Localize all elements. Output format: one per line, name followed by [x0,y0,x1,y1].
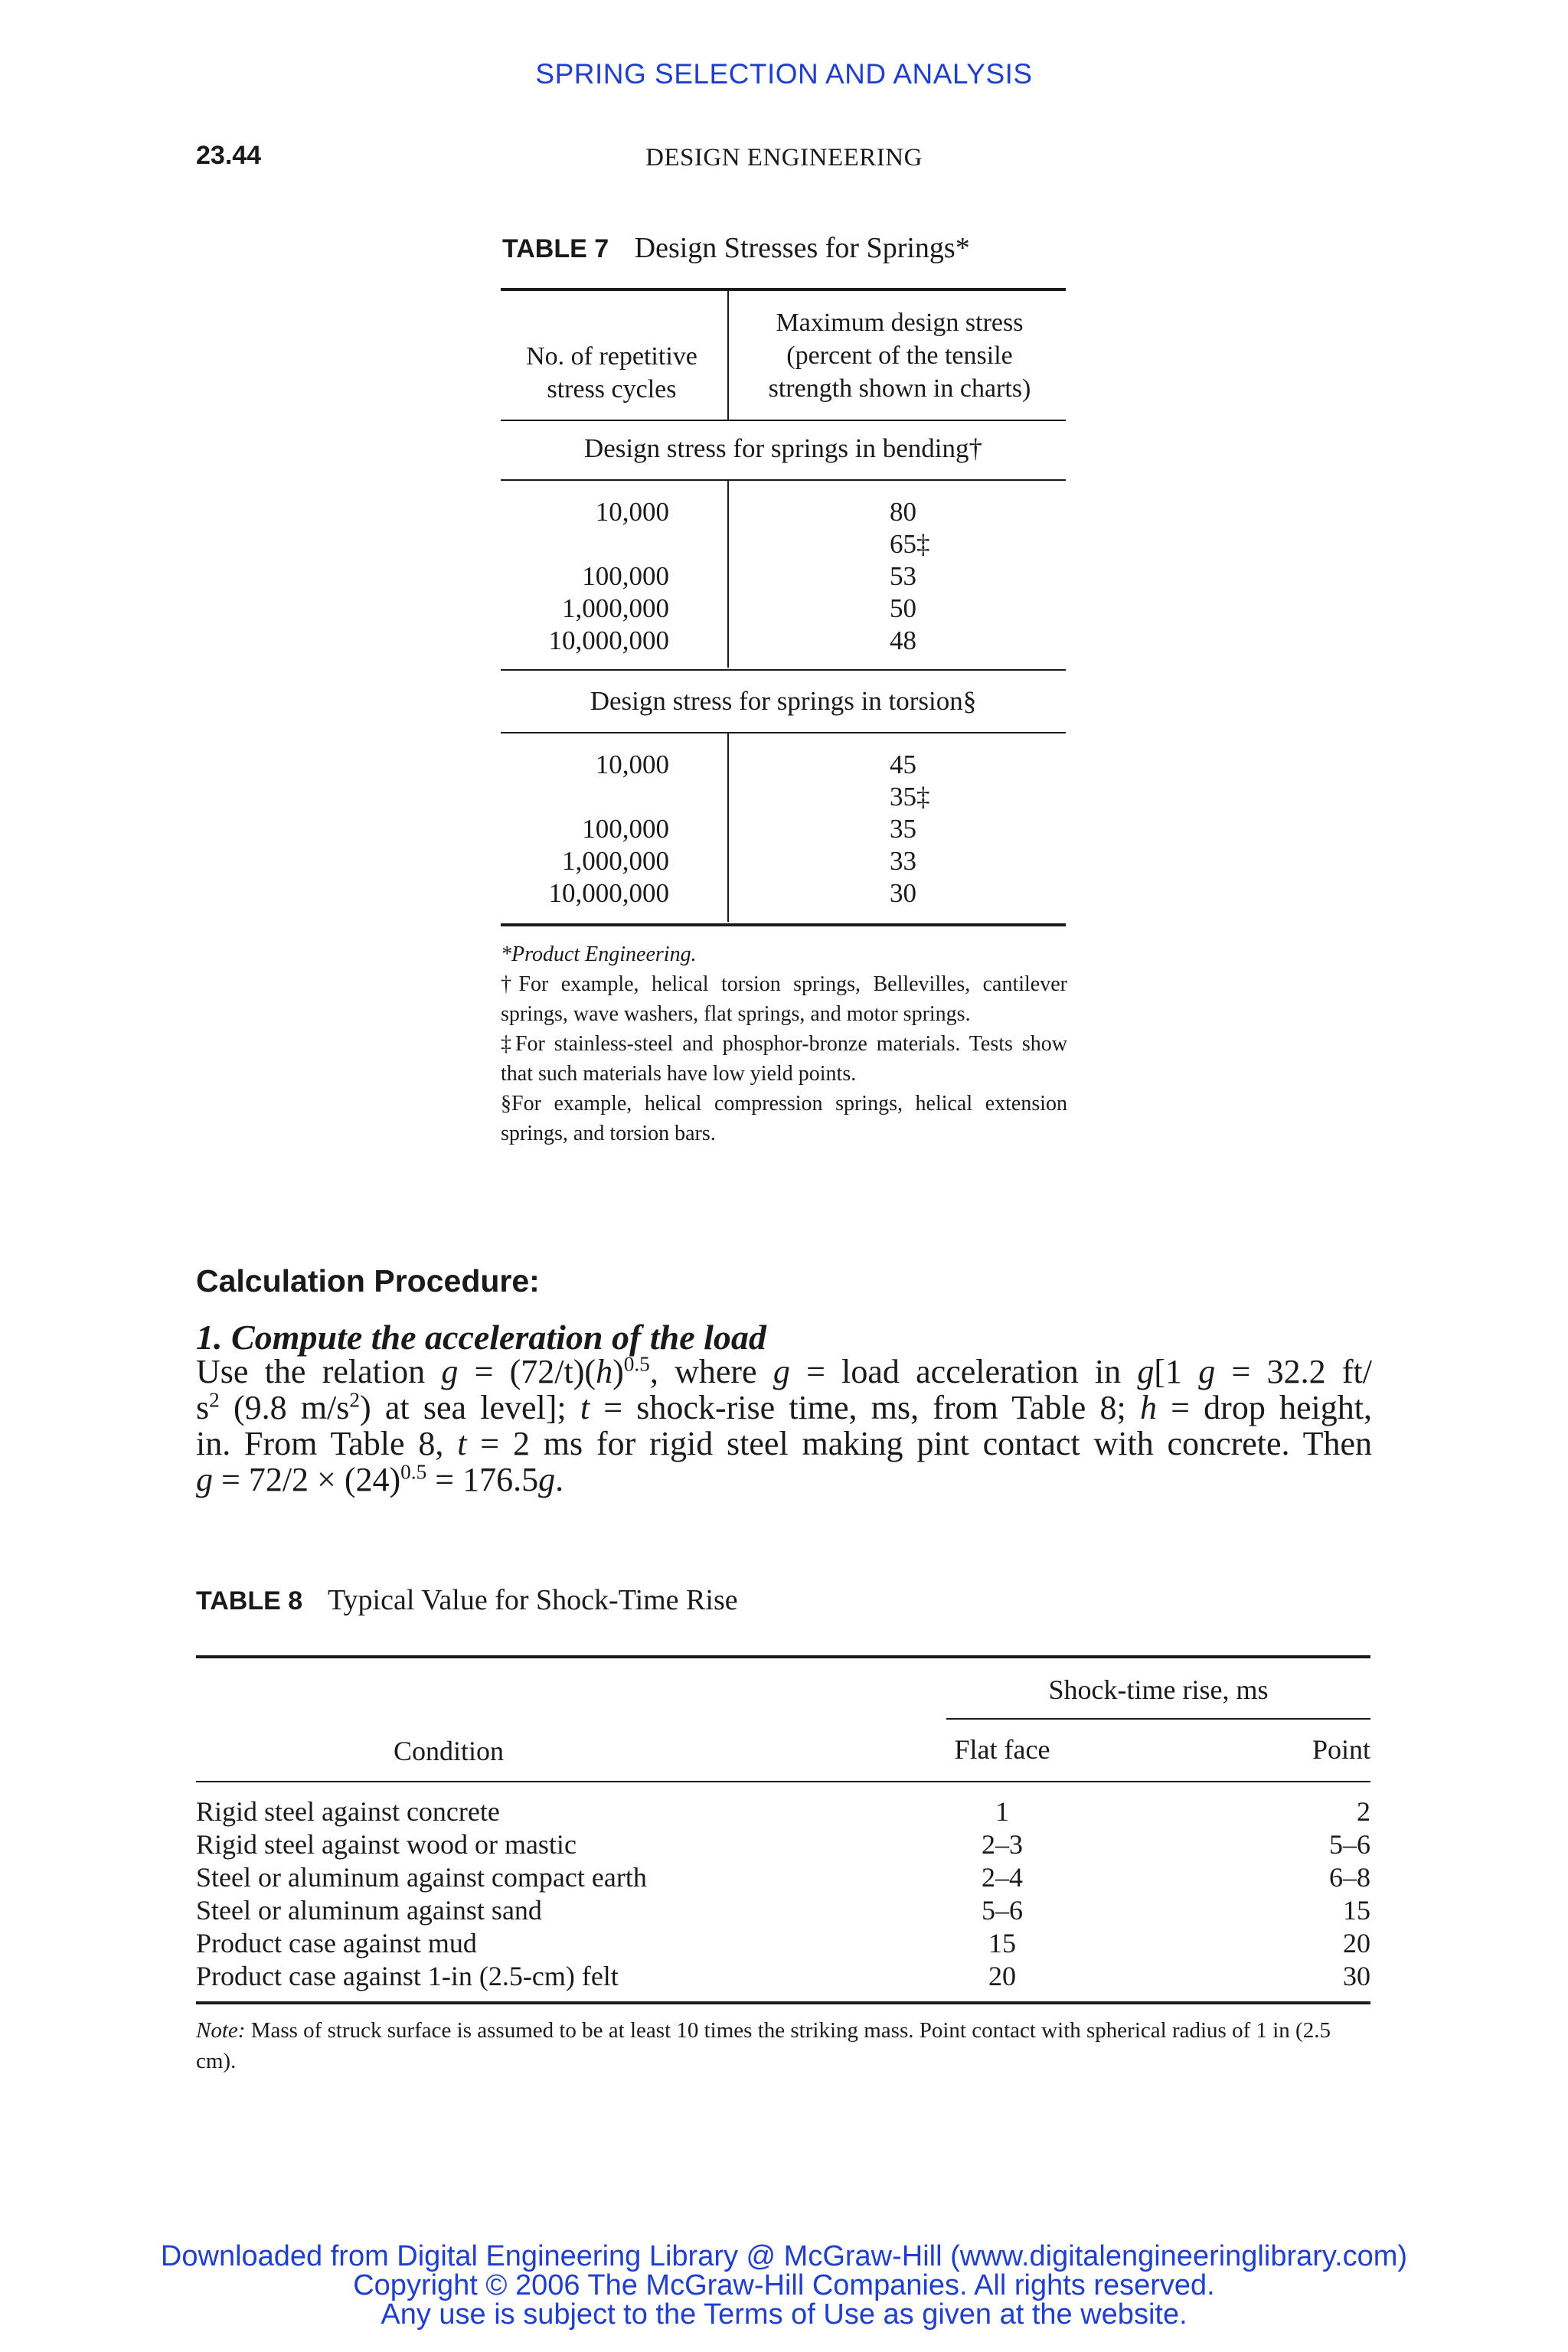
table7-bending-cycles [501,496,669,657]
table7-col1-header [501,340,723,406]
table8-header-rule [196,1781,1370,1782]
table8-group-header: Shock-time rise, ms [1048,1674,1269,1705]
table-cell: 35‡ [890,782,930,812]
footer-copyright-line: Copyright © 2006 The McGraw-Hill Companies. All rights reserved. [353,2269,1215,2301]
table-cell: 10,000 [595,497,669,527]
step-1-line: Use the relation $g = (72/t)(h)^{0.5}$, where g = load acceleration in g[1 g = 32.2 ft/ [196,1352,1372,1390]
table8-col-condition: Condition [393,1736,505,1766]
table-cell [501,528,669,560]
table7-torsion-stress [890,749,982,910]
table-row: Rigid steel against concrete [196,1796,500,1827]
table-cell: 35 [890,814,916,844]
table8-caption [196,1583,738,1617]
footnote-double-dagger: ‡For stainless-steel and phosphor-bronze materials. Tests show that such materials have low yield points. [501,1032,1067,1086]
footnote-dagger: †For example, helical torsion springs, Bellevilles, cantilever springs, wave washers, flat springs, and motor springs. [501,972,1067,1026]
table7-col1-header-line: No. of repetitive [526,342,697,371]
footer-link-line[interactable]: Downloaded from Digital Engineering Library @ McGraw-Hill (www.digitalengineeringlibrary.com) [160,2240,1408,2272]
table7-bending-title: Design stress for springs in bending† [583,433,983,463]
table7-col2-header-line: Maximum design stress [776,309,1024,337]
table8-point-values [1248,1795,1370,1993]
table-cell: 33 [890,846,916,876]
table7-rule [501,420,1066,421]
table-row: Product case against 1-in (2.5-cm) felt [196,1961,619,1991]
table8-bottom-rule [196,2001,1370,2004]
table-cell: 100,000 [582,561,669,591]
table7-column-divider [727,733,729,922]
step-1-line: $s^2$ (9.8 $m/s^2$) at sea level]; t = shock-rise time, ms, from Table 8; h = drop height, [196,1388,1373,1426]
table-cell: 10,000 [595,750,669,779]
table-row: Steel or aluminum against sand [196,1895,542,1926]
table-cell: 1,000,000 [562,593,669,623]
table8-note-label: Note: [196,2018,246,2043]
table8-note-text: Mass of struck surface is assumed to be at least 10 times the striking mass. Point contact with spherical radius of 1 in (2.5 cm). [196,2018,1331,2073]
table-cell: 30 [890,878,916,908]
table-cell: 2–3 [982,1829,1023,1860]
table-cell: 6–8 [1329,1862,1370,1893]
calculation-heading: Calculation Procedure: [196,1263,540,1298]
step-1-body [196,1354,1372,1498]
table7-caption [502,231,970,265]
footer-terms-line: Any use is subject to the Terms of Use as given at the website. [381,2298,1187,2331]
table7-bending-stress [890,496,982,657]
download-footer [0,2242,1568,2329]
step-1-line: in. From Table 8, t = 2 ms for rigid steel making pint contact with concrete. Then [196,1425,1372,1462]
table-cell [501,781,669,813]
table7-col1-header-line: stress cycles [547,375,677,403]
page-number: 23.44 [196,141,262,170]
table-cell: 80 [890,497,916,527]
step-1-title: 1. Compute the acceleration of the load [196,1318,766,1357]
section-header: DESIGN ENGINEERING [645,144,923,172]
table-row: Product case against mud [196,1928,477,1958]
table-cell: 50 [890,593,916,623]
table7-footnotes [501,939,1067,1148]
table8-col-flat: Flat face [954,1734,1050,1765]
table-cell: 15 [1343,1895,1370,1926]
running-header: SPRING SELECTION AND ANALYSIS [535,58,1033,90]
table7-torsion-cycles [501,749,669,910]
table-cell: 53 [890,561,916,591]
table-cell: 5–6 [1329,1829,1370,1860]
step-1-line: $g = 72/2 \times (24)^{0.5} = 176.5g$. [196,1460,564,1498]
table-cell: 30 [1343,1961,1370,1991]
table-cell: 48 [890,626,916,655]
table8-conditions [196,1795,647,1993]
table-cell: 5–6 [982,1895,1023,1926]
table7-col2-header-line: (percent of the tensile [786,341,1013,370]
table8-top-rule [196,1655,1370,1658]
table-cell: 100,000 [582,814,669,844]
table8-group-rule [946,1718,1370,1720]
table7-bottom-rule [501,923,1066,926]
table-cell: 1 [995,1796,1009,1827]
table-cell: 15 [988,1928,1016,1958]
table7-column-divider [727,481,729,668]
table-cell: 45 [890,750,916,779]
table-cell: 2 [1357,1796,1370,1827]
table7-rule [501,479,1066,481]
table-cell: 1,000,000 [562,846,669,876]
footnote-section: §For example, helical compression springs, helical extension springs, and torsion bars. [501,1092,1067,1145]
table7-title: Design Stresses for Springs* [634,232,970,264]
table-cell: 20 [988,1961,1016,1991]
table7-col2-header [733,306,1066,405]
table8-note [196,2015,1367,2076]
table-cell: 20 [1343,1928,1370,1958]
table7-col2-header-line: strength shown in charts) [768,374,1031,403]
table-row: Steel or aluminum against compact earth [196,1862,647,1893]
table7-top-rule [501,288,1066,291]
table-cell: 10,000,000 [548,878,669,908]
table8-label: TABLE 8 [196,1586,303,1615]
table8-flat-values [922,1795,1083,1993]
table7-rule [501,732,1066,733]
table7-torsion-title: Design stress for springs in torsion§ [590,686,977,716]
table-cell: 10,000,000 [548,626,669,655]
table7-header-divider [727,291,729,420]
table8-col-point: Point [1312,1734,1370,1765]
table8-title: Typical Value for Shock-Time Rise [327,1584,738,1616]
table-row: Rigid steel against wood or mastic [196,1829,577,1860]
footnote-source: *Product Engineering. [501,942,697,966]
table-cell: 65‡ [890,529,930,559]
table7-label: TABLE 7 [502,234,609,263]
table-cell: 2–4 [982,1862,1023,1893]
table7-rule [501,669,1066,671]
